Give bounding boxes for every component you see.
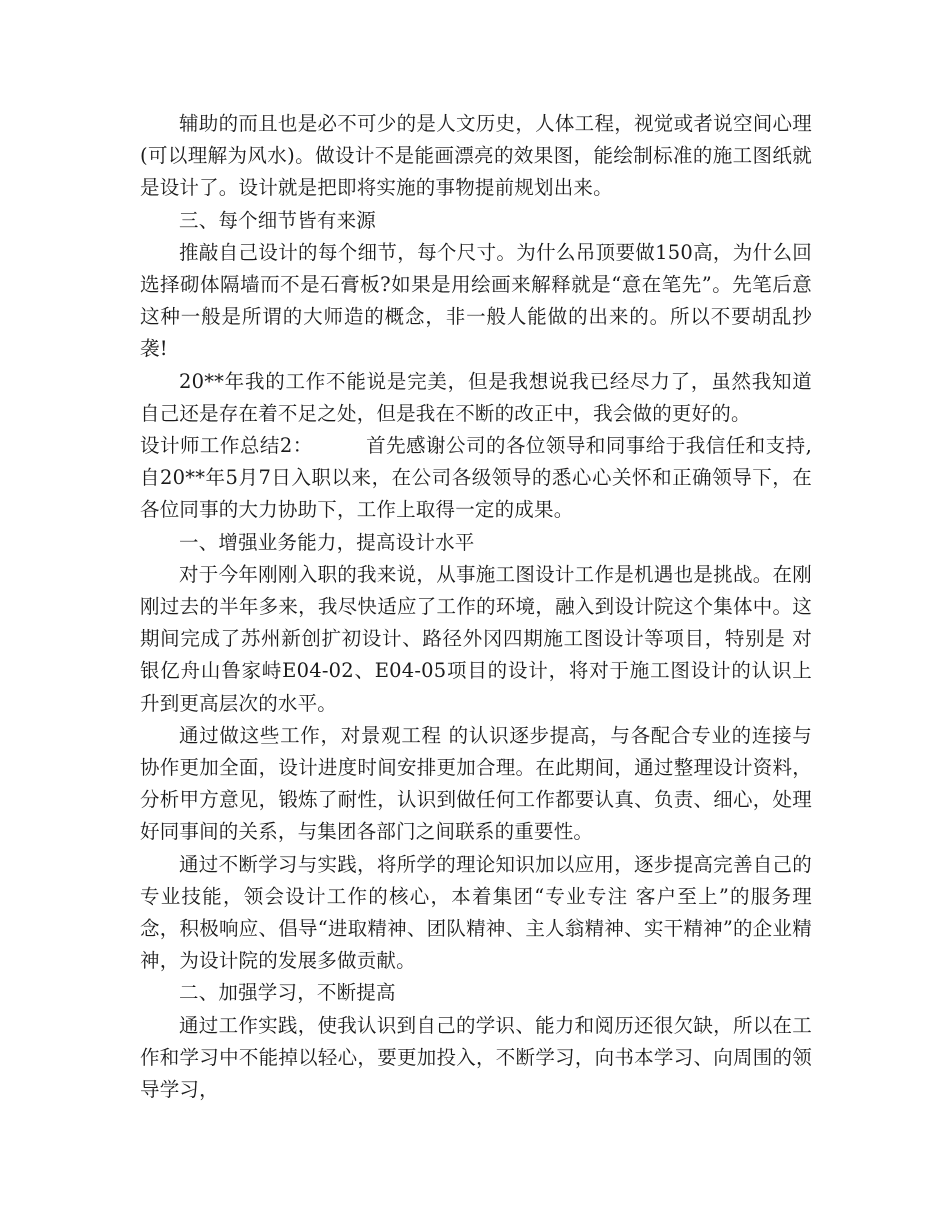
paragraph-landscape: 通过做这些工作，对景观工程 的认识逐步提高，与各配合专业的连接与协作更加全面，设计进度时间安排更加合理。在此期间，通过整理设计资料，分析甲方意见，锻炼了耐性，认识到做任何工作都要认真、负责、细心，处理好同事间的关系，与集团各部门之间联系的重要性。 (140, 723, 812, 844)
section-heading-3: 三、每个细节皆有来源 (179, 208, 377, 232)
paragraph-summary-2-intro: 设计师工作总结2： 首先感谢公司的各位领导和同事给于我信任和支持,自20**年5月7日入职以来，在公司各级领导的悉心心关怀和正确领导下，在各位同事的大力协助下，工作上取得一定的成果。 (140, 434, 812, 522)
paragraph-continuation: 辅助的而且也是必不可少的是人文历史，人体工程，视觉或者说空间心理(可以理解为风水)。做设计不是能画漂亮的效果图，能绘制标准的施工图纸就是设计了。设计就是把即将实施的事物提前规划出来。 (140, 112, 812, 200)
paragraph-practice: 通过不断学习与实践，将所学的理论知识加以应用，逐步提高完善自己的专业技能，领会设计工作的核心，本着集团“专业专注 客户至上”的服务理念，积极响应、倡导“进取精神、团队精神、主人翁精神、实干精神”的企业精神，为设计院的发展多做贡献。 (140, 852, 812, 973)
paragraph-new-hire: 对于今年刚刚入职的我来说，从事施工图设计工作是机遇也是挑战。在刚刚过去的半年多来，我尽快适应了工作的环境，融入到设计院这个集体中。这期间完成了苏州新创扩初设计、路径外冈四期施工图设计等项目，特别是 对银亿舟山鲁家峙E04-02、E04-05项目的设计，将对于施工图设计的认识上升到更高层次的水平。 (140, 562, 812, 715)
section-heading-2: 二、加强学习，不断提高 (179, 981, 396, 1005)
document-body (140, 108, 812, 1106)
section-heading-1: 一、增强业务能力，提高设计水平 (179, 530, 475, 554)
paragraph-learning: 通过工作实践，使我认识到自己的学识、能力和阅历还很欠缺，所以在工作和学习中不能掉以轻心，要更加投入，不断学习，向书本学习、向周围的领导学习， (140, 1013, 812, 1102)
paragraph-details: 推敲自己设计的每个细节，每个尺寸。为什么吊顶要做150高，为什么回选择砌体隔墙而不是石膏板?如果是用绘画来解释就是“意在笔先”。先笔后意这种一般是所谓的大师造的概念，非一般人能做的出来的。所以不要胡乱抄袭! (140, 240, 812, 361)
paragraph-year-summary: 20**年我的工作不能说是完美，但是我想说我已经尽力了，虽然我知道自己还是存在着不足之处，但是我在不断的改正中，我会做的更好的。 (140, 369, 812, 425)
